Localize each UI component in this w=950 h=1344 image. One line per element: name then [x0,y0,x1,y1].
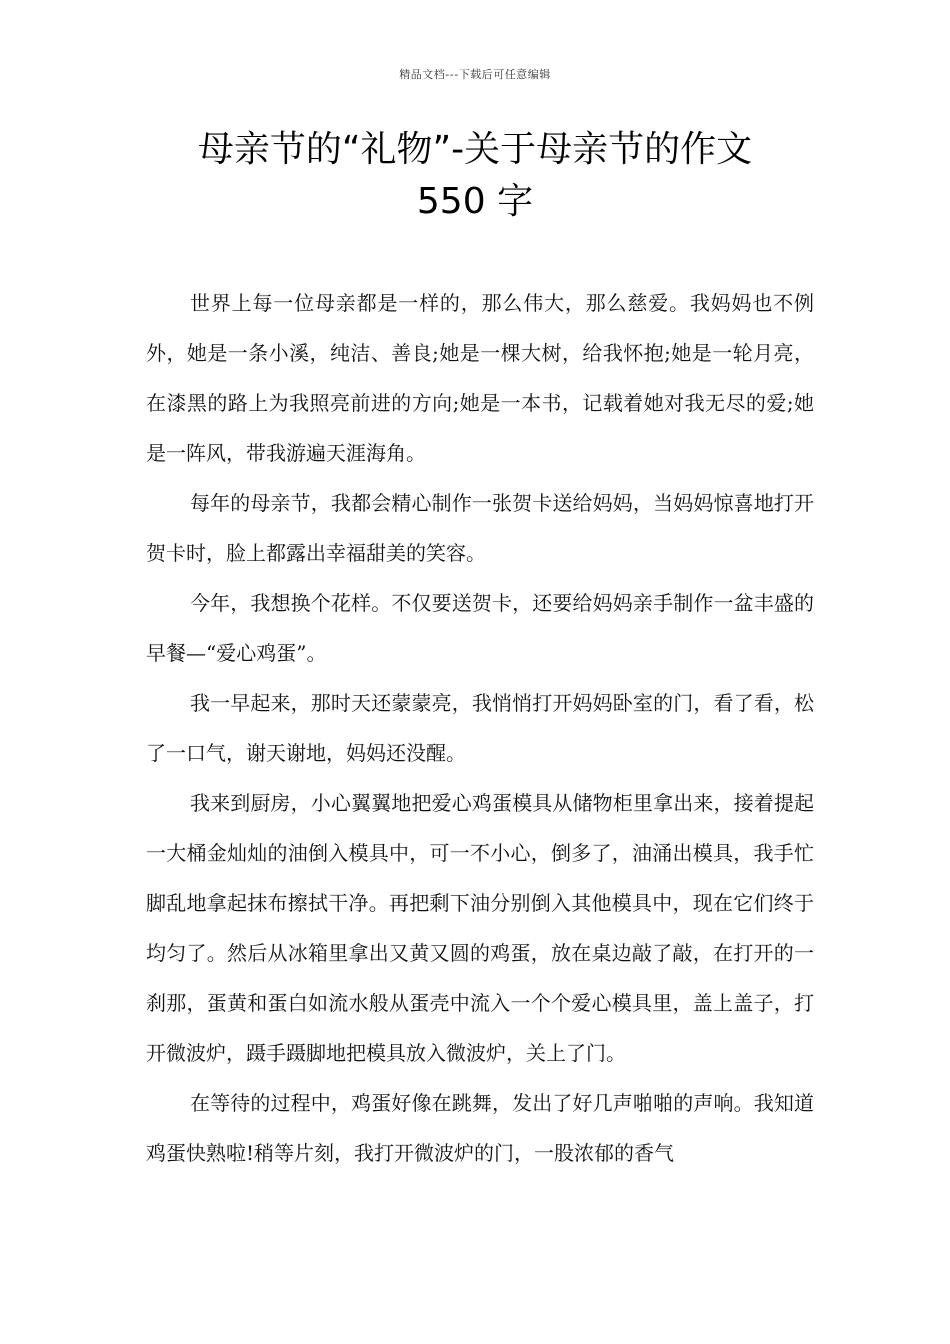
title-line-2: 550 字 [416,181,534,222]
title-line-1: 母亲节的“礼物”-关于母亲节的作文 [197,129,753,170]
paragraph-5: 我来到厨房，小心翼翼地把爱心鸡蛋模具从储物柜里拿出来，接着提起一大桶金灿灿的油倒入模具中，可一不小心，倒多了，油涌出模具，我手忙脚乱地拿起抹布擦拭干净。再把剩下油分别倒入其他模具中，现在它们终于均匀了。然后从冰箱里拿出又黄又圆的鸡蛋，放在桌边敲了敲，在打开的一刹那，蛋黄和蛋白如流水般从蛋壳中流入一个个爱心模具里，盖上盖子，打开微波炉，蹑手蹑脚地把模具放入微波炉，关上了门。 [146,791,814,1065]
document-body [146,278,814,1178]
header-note: 精品文档---下载后可任意编辑 [399,68,551,81]
paragraph-4: 我一早起来，那时天还蒙蒙亮，我悄悄打开妈妈卧室的门，看了看，松了一口气，谢天谢地，妈妈还没醒。 [146,691,814,765]
paragraph-6: 在等待的过程中，鸡蛋好像在跳舞，发出了好几声啪啪的声响。我知道鸡蛋快熟啦!稍等片刻，我打开微波炉的门，一股浓郁的香气 [146,1091,814,1165]
paragraph-2: 每年的母亲节，我都会精心制作一张贺卡送给妈妈，当妈妈惊喜地打开贺卡时，脸上都露出幸福甜美的笑容。 [146,491,814,565]
paragraph-3: 今年，我想换个花样。不仅要送贺卡，还要给妈妈亲手制作一盆丰盛的早餐—“爱心鸡蛋”。 [146,591,814,665]
paragraph-1: 世界上每一位母亲都是一样的，那么伟大，那么慈爱。我妈妈也不例外，她是一条小溪，纯洁、善良;她是一棵大树，给我怀抱;她是一轮月亮，在漆黑的路上为我照亮前进的方向;她是一本书，记载着她对我无尽的爱;她是一阵风，带我游遍天涯海角。 [146,291,814,465]
document-title [100,124,850,228]
